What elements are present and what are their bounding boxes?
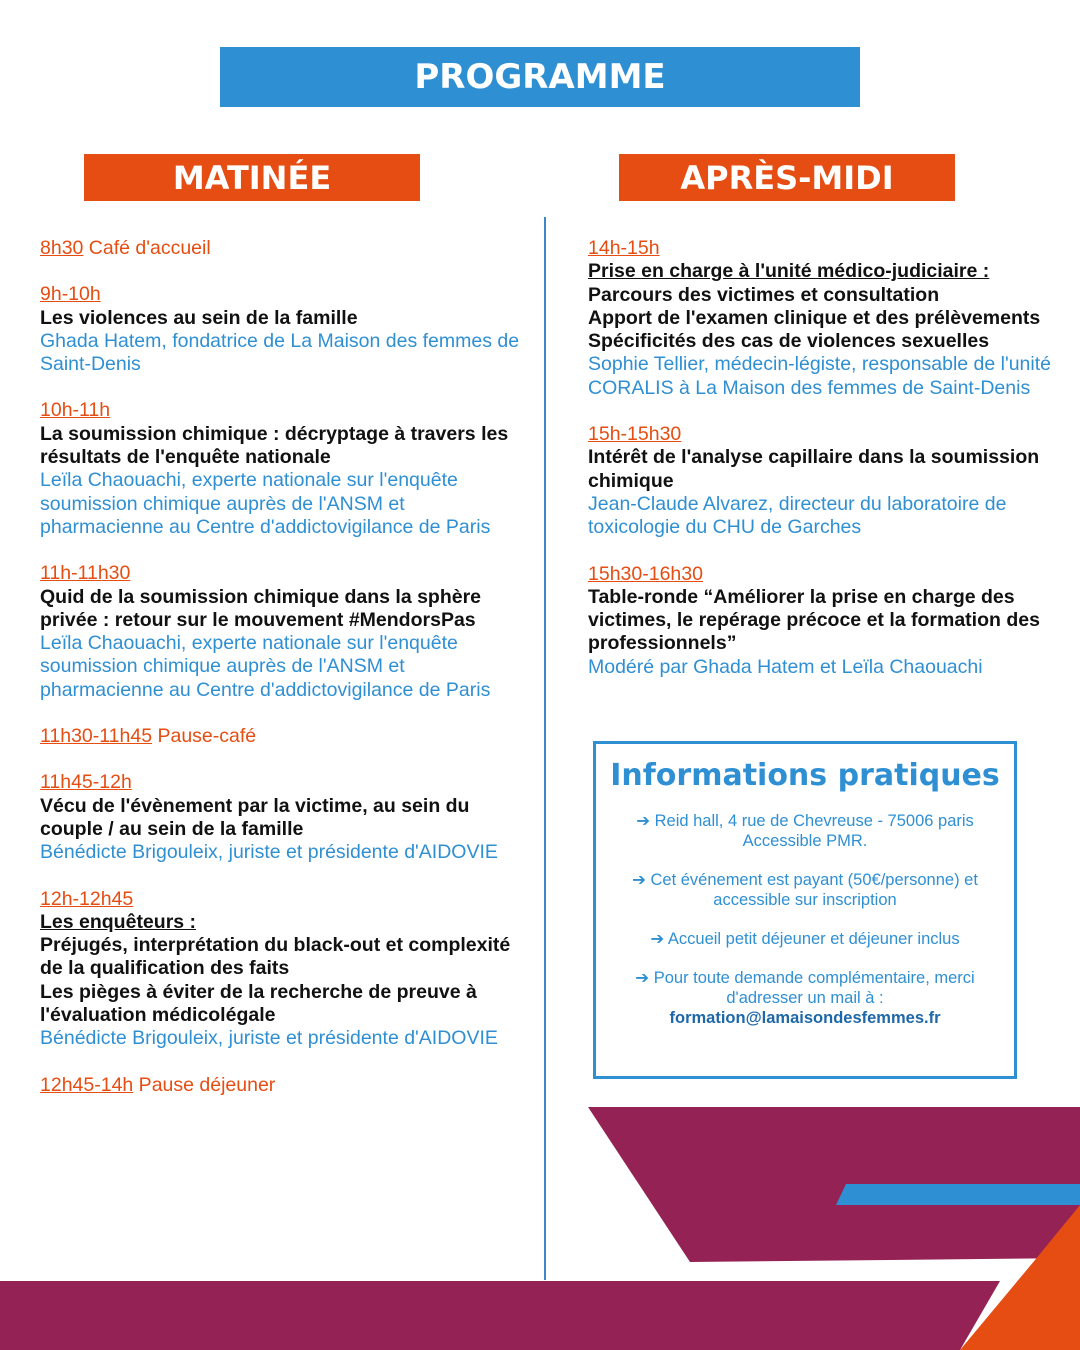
entry-speaker: Bénédicte Brigouleix, juriste et présidente d'AIDOVIE	[40, 841, 498, 864]
schedule-entry	[40, 283, 520, 376]
entry-topic: Préjugés, interprétation du black-out et complexité de la qualification des faits	[40, 934, 511, 980]
entry-speaker: Leïla Chaouachi, experte nationale sur l'enquête soumission chimique auprès de l'ANSM et pharmacienne au Centre d'addictovigilance de Paris	[40, 632, 491, 701]
entry-topic: Apport de l'examen clinique et des prélèvements	[588, 306, 1041, 329]
schedule-entry	[40, 399, 520, 539]
entry-topic: Vécu de l'évènement par la victime, au sein du couple / au sein de la famille	[40, 794, 470, 840]
schedule-entry	[40, 771, 520, 864]
entry-note: Café d'accueil	[83, 237, 211, 259]
entry-topic: Spécificités des cas de violences sexuelles	[588, 330, 990, 353]
entry-speaker: Modéré par Ghada Hatem et Leïla Chaouachi	[588, 655, 983, 678]
entry-note: Pause-café	[152, 725, 257, 748]
entry-topic: Les pièges à éviter de la recherche de preuve à l'évaluation médicolégale	[40, 980, 477, 1027]
entry-time: 11h-11h30	[40, 562, 131, 585]
info-title: Informations pratiques	[610, 758, 1000, 793]
entry-topic: Intérêt de l'analyse capillaire dans la soumission chimique	[588, 446, 1040, 492]
entry-topic: Table-ronde “Améliorer la prise en charge des victimes, le repérage précoce et la formation des professionnels”	[588, 585, 1040, 655]
entry-time: 15h-15h30	[588, 423, 682, 446]
schedule-entry	[40, 562, 520, 702]
entry-time: 8h30	[40, 237, 84, 259]
entry-speaker: Leïla Chaouachi, experte nationale sur l'enquête soumission chimique auprès de l'ANSM et pharmacienne au Centre d'addictovigilance de Paris	[40, 469, 491, 538]
entry-speaker: Bénédicte Brigouleix, juriste et présidente d'AIDOVIE	[40, 1027, 498, 1050]
contact-email[interactable]: formation@lamaisondesfemmes.fr	[669, 1009, 941, 1027]
info-item-price: ➔ Cet événement est payant (50€/personne) et accessible sur inscription	[632, 871, 978, 909]
entry-topic-heading: Les enquêteurs :	[40, 910, 197, 933]
entry-time: 15h30-16h30	[588, 562, 703, 585]
info-contact-text: ➔ Pour toute demande complémentaire, merci d'adresser un mail à :	[635, 969, 975, 1007]
entry-time: 9h-10h	[40, 283, 101, 306]
schedule-entry	[40, 888, 520, 1051]
info-item-address: ➔ Reid hall, 4 rue de Chevreuse - 75006 paris Accessible PMR.	[636, 812, 974, 850]
schedule-entry	[588, 423, 1053, 539]
schedule-entry	[40, 237, 520, 260]
purple-bottom-band	[0, 1281, 1000, 1350]
info-list	[596, 811, 1014, 1028]
entry-time: 11h30-11h45	[40, 725, 153, 748]
entry-speaker: Jean-Claude Alvarez, directeur du laboratoire de toxicologie du CHU de Garches	[588, 492, 1007, 539]
entry-time: 14h-15h	[588, 237, 660, 259]
entry-topic: La soumission chimique : décryptage à travers les résultats de l'enquête nationale	[40, 422, 509, 469]
entry-note: Pause déjeuner	[133, 1073, 276, 1096]
entry-time: 11h45-12h	[40, 771, 132, 794]
entry-speaker: Sophie Tellier, médecin-légiste, responsable de l'unité CORALIS à La Maison des femmes de Saint-Denis	[588, 353, 1051, 399]
schedule-entry	[40, 1074, 520, 1097]
entry-topic: Quid de la soumission chimique dans la sphère privée : retour sur le mouvement #MendorsPas	[40, 585, 482, 631]
afternoon-schedule	[588, 237, 1053, 702]
column-divider	[544, 217, 546, 1280]
entry-time: 12h45-14h	[40, 1073, 134, 1096]
entry-topic: Parcours des victimes et consultation	[588, 283, 940, 306]
entry-topic: Les violences au sein de la famille	[40, 306, 358, 329]
afternoon-header: APRÈS-MIDI	[619, 154, 955, 201]
blue-stripe-shape	[836, 1184, 1080, 1205]
practical-info-box	[593, 741, 1017, 1079]
schedule-entry	[40, 725, 520, 748]
entry-time: 12h-12h45	[40, 887, 134, 910]
entry-topic-heading: Prise en charge à l'unité médico-judiciaire :	[588, 260, 990, 283]
info-item-meals: ➔ Accueil petit déjeuner et déjeuner inclus	[650, 930, 960, 948]
morning-header: MATINÉE	[84, 154, 420, 201]
morning-schedule	[40, 237, 520, 1120]
schedule-entry	[588, 563, 1053, 679]
info-item-contact	[614, 968, 996, 1028]
schedule-entry	[588, 237, 1053, 400]
entry-time: 10h-11h	[40, 399, 111, 422]
programme-title: PROGRAMME	[220, 47, 860, 107]
entry-speaker: Ghada Hatem, fondatrice de La Maison des femmes de Saint-Denis	[40, 329, 520, 376]
